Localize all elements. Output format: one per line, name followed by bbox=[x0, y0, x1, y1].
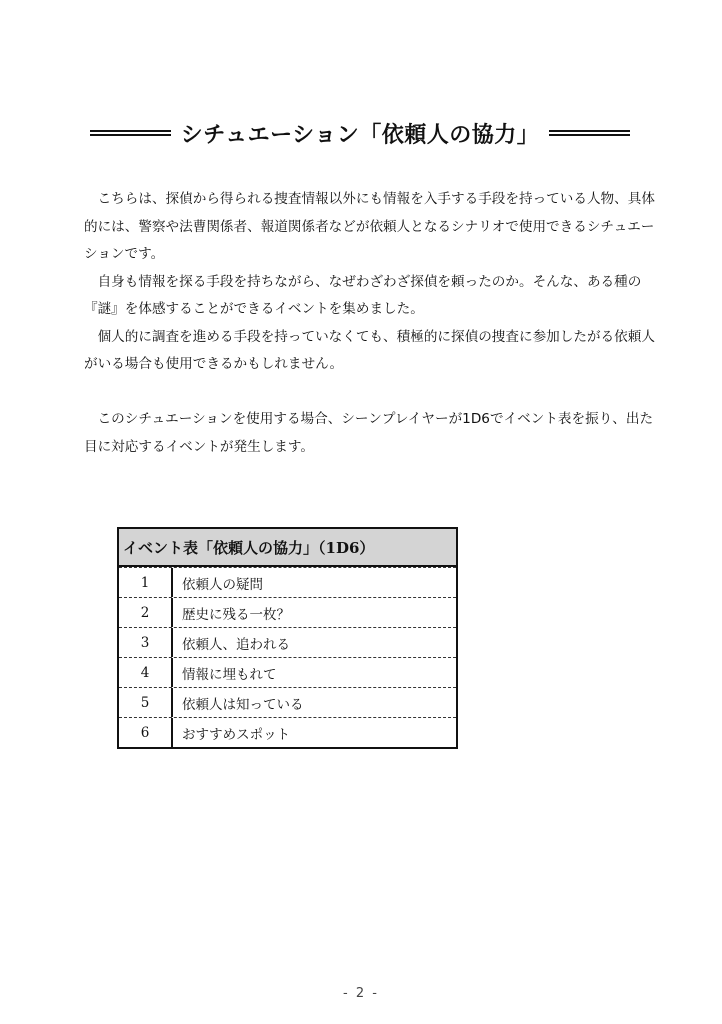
title-rule-right bbox=[549, 130, 630, 136]
page-title: シチュエーション「依頼人の協力」 bbox=[180, 122, 540, 148]
table-row bbox=[119, 687, 456, 717]
roll-number: 5 bbox=[119, 688, 173, 717]
event-name: 情報に埋もれて bbox=[182, 666, 277, 683]
body-text bbox=[84, 186, 656, 461]
page-number: - 2 - bbox=[343, 986, 379, 1001]
table-row bbox=[119, 597, 456, 627]
title-row bbox=[90, 118, 630, 148]
table-row bbox=[119, 717, 456, 747]
roll-number: 4 bbox=[119, 658, 173, 687]
roll-number: 3 bbox=[119, 628, 173, 657]
event-name: 依頼人は知っている bbox=[182, 696, 304, 713]
event-name: 依頼人の疑問 bbox=[182, 576, 263, 593]
title-rule-left bbox=[90, 130, 171, 136]
event-table bbox=[117, 527, 458, 749]
paragraph: 自身も情報を探る手段を持ちながら、なぜわざわざ探偵を頼ったのか。そんな、ある種の『謎』を体感することができるイベントを集めました。 bbox=[84, 273, 642, 317]
table-row bbox=[119, 567, 456, 597]
paragraph-spacer bbox=[84, 379, 656, 407]
event-table-header: イベント表「依頼人の協力」（1D6） bbox=[119, 529, 456, 567]
table-row bbox=[119, 657, 456, 687]
roll-number: 6 bbox=[119, 718, 173, 747]
paragraph: このシチュエーションを使用する場合、シーンプレイヤーが1D6でイベント表を振り、出た目に対応するイベントが発生します。 bbox=[84, 411, 654, 455]
roll-number: 2 bbox=[119, 598, 173, 627]
event-name: おすすめスポット bbox=[182, 726, 291, 743]
paragraph: 個人的に調査を進める手段を持っていなくても、積極的に探偵の捜査に参加したがる依頼人がいる場合も使用できるかもしれません。 bbox=[84, 328, 655, 372]
event-name: 依頼人、追われる bbox=[182, 636, 290, 653]
paragraph: こちらは、探偵から得られる捜査情報以外にも情報を入手する手段を持っている人物、具体的には、警察や法曹関係者、報道関係者などが依頼人となるシナリオで使用できるシチュエーションです。 bbox=[84, 191, 655, 262]
roll-number: 1 bbox=[119, 568, 173, 597]
event-name: 歴史に残る一枚？ bbox=[182, 606, 290, 623]
table-row bbox=[119, 627, 456, 657]
